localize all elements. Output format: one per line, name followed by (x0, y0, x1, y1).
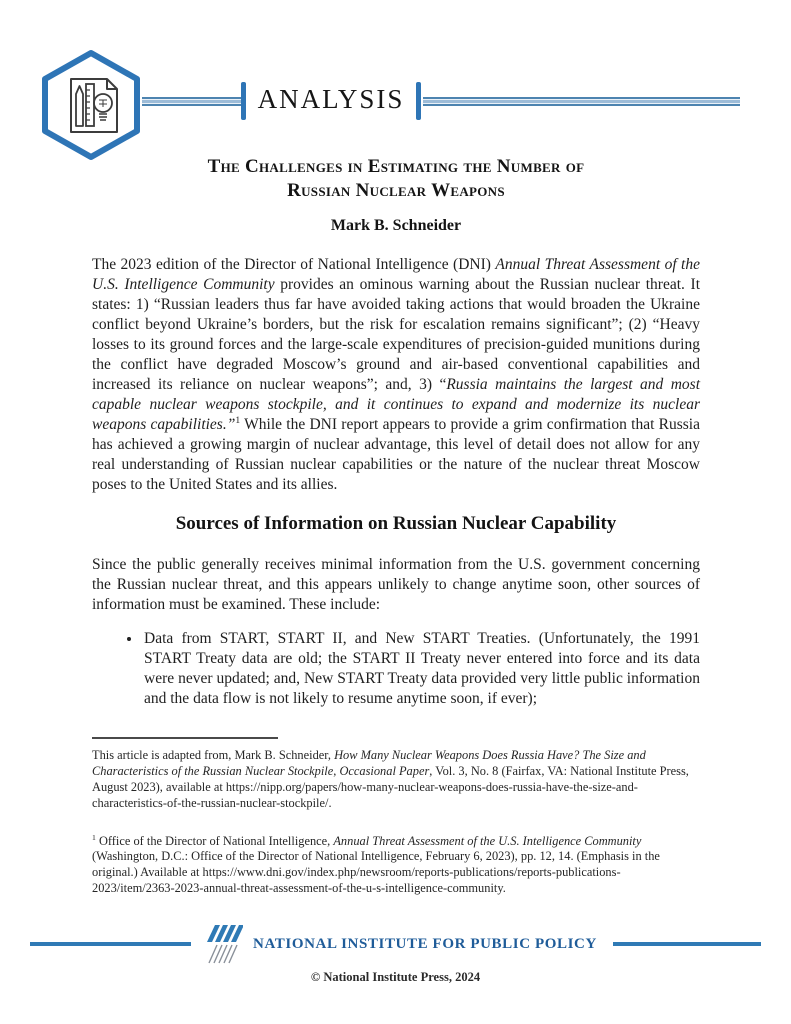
url-text: , Vol. 3, No. 8 (Fairfax, VA: National Institute Press, August 2023), available at https://nipp.org/papers/how-many-nuclear-weapons-does-russia-have-the-size-and-characteristics-of-the-russian-nuclear-stockpile/. (92, 763, 689, 810)
title-line-1: The Challenges in Estimating the Number of (207, 156, 585, 177)
text-segment: The 2023 edition of the Director of National Intelligence (DNI) (92, 255, 496, 273)
italic-paper-title: How Many Nuclear Weapons Does Russia Have? The Size and Characteristics of the Russian Nuclear Stockpile (92, 748, 646, 778)
footer-rule-left (30, 942, 191, 946)
masthead-brand: ANALYSIS (257, 84, 405, 114)
footnotes-section (92, 737, 700, 897)
italic-quote: Russia maintains the largest and most capable nuclear weapons stockpile, and it continues to expand and modernize its nuclear weapons capabilities.” (92, 375, 700, 433)
intro-paragraph (92, 255, 700, 495)
footnote-reference-1: 1 (235, 414, 241, 426)
url-text: (Washington, D.C.: Office of the Director of National Intelligence, February 6, 2023), pp. 12, 14. (Emphasis in the original.) Available at https://www.dni.gov/index.php/newsroom/reports-publications/reports-publications-2023/item/2363-2023-annual-threat-assessment-of-the-u-s-intelligence-community. (92, 849, 660, 896)
page-title (92, 155, 700, 204)
footer-org-name: NATIONAL INSTITUTE FOR PUBLIC POLICY (253, 935, 597, 952)
footnote-1-marker: 1 (92, 832, 96, 842)
section-heading: Sources of Information on Russian Nuclear Capability (175, 512, 617, 534)
footer-rule-right (613, 942, 761, 946)
author-byline: Mark B. Schneider (330, 216, 462, 234)
footnote-1 (92, 834, 700, 898)
adaptation-note (92, 748, 700, 812)
text-segment: While the DNI report appears to provide a grim confirmation that Russia has achieved a growing margin of nuclear advantage, this level of detail does not allow for any real understanding of Russian nuclear capabilities or the nature of the nuclear threat Moscow poses to the United States and its allies. (92, 415, 700, 493)
text-segment: This article is adapted from, Mark B. Schneider, (92, 748, 335, 762)
copyright-notice: © National Institute Press, 2024 (310, 970, 481, 984)
footnote-divider (92, 737, 278, 739)
footer-row (0, 924, 791, 964)
italic-report-title: Annual Threat Assessment of the U.S. Intelligence Community (333, 833, 642, 848)
text-segment: Office of the Director of National Intelligence, (95, 833, 334, 848)
italic-series-title: Occasional Paper (339, 763, 430, 778)
article-body (92, 0, 700, 709)
nipp-logo-icon (203, 920, 243, 968)
page-footer (0, 924, 791, 985)
italic-report-title: Annual Threat Assessment of the U.S. Intelligence Community (92, 255, 700, 293)
sources-list (92, 629, 700, 709)
list-item: • Data from START, START II, and New START Treaties. (Unfortunately, the 1991 START Treaty data are old; the START II Treaty never entered into force and its data were never updated; and, New START Treaty data provided very little public information and the data flow is not likely to resume anytime soon, if ever); (142, 629, 700, 709)
text-segment: , (333, 763, 340, 778)
sources-paragraph: Since the public generally receives minimal information from the U.S. government concerning the Russian nuclear threat, and this appears unlikely to change anytime soon, other sources of information must be examined. These include: (92, 555, 700, 613)
text-segment: provides an ominous warning about the Russian nuclear threat. It states: 1) “Russian leaders thus far have avoided taking actions that would broaden the Ukraine conflict beyond Ukraine’s borders, but the risk for escalation remains significant”; (2) “Heavy losses to its ground forces and the large-scale expenditures of precision-guided munitions during the conflict have degraded Moscow’s ground and air-based conventional capabilities and increased its reliance on nuclear weapons”; and, 3) “ (92, 275, 700, 393)
title-line-2: Russian Nuclear Weapons (287, 180, 505, 202)
